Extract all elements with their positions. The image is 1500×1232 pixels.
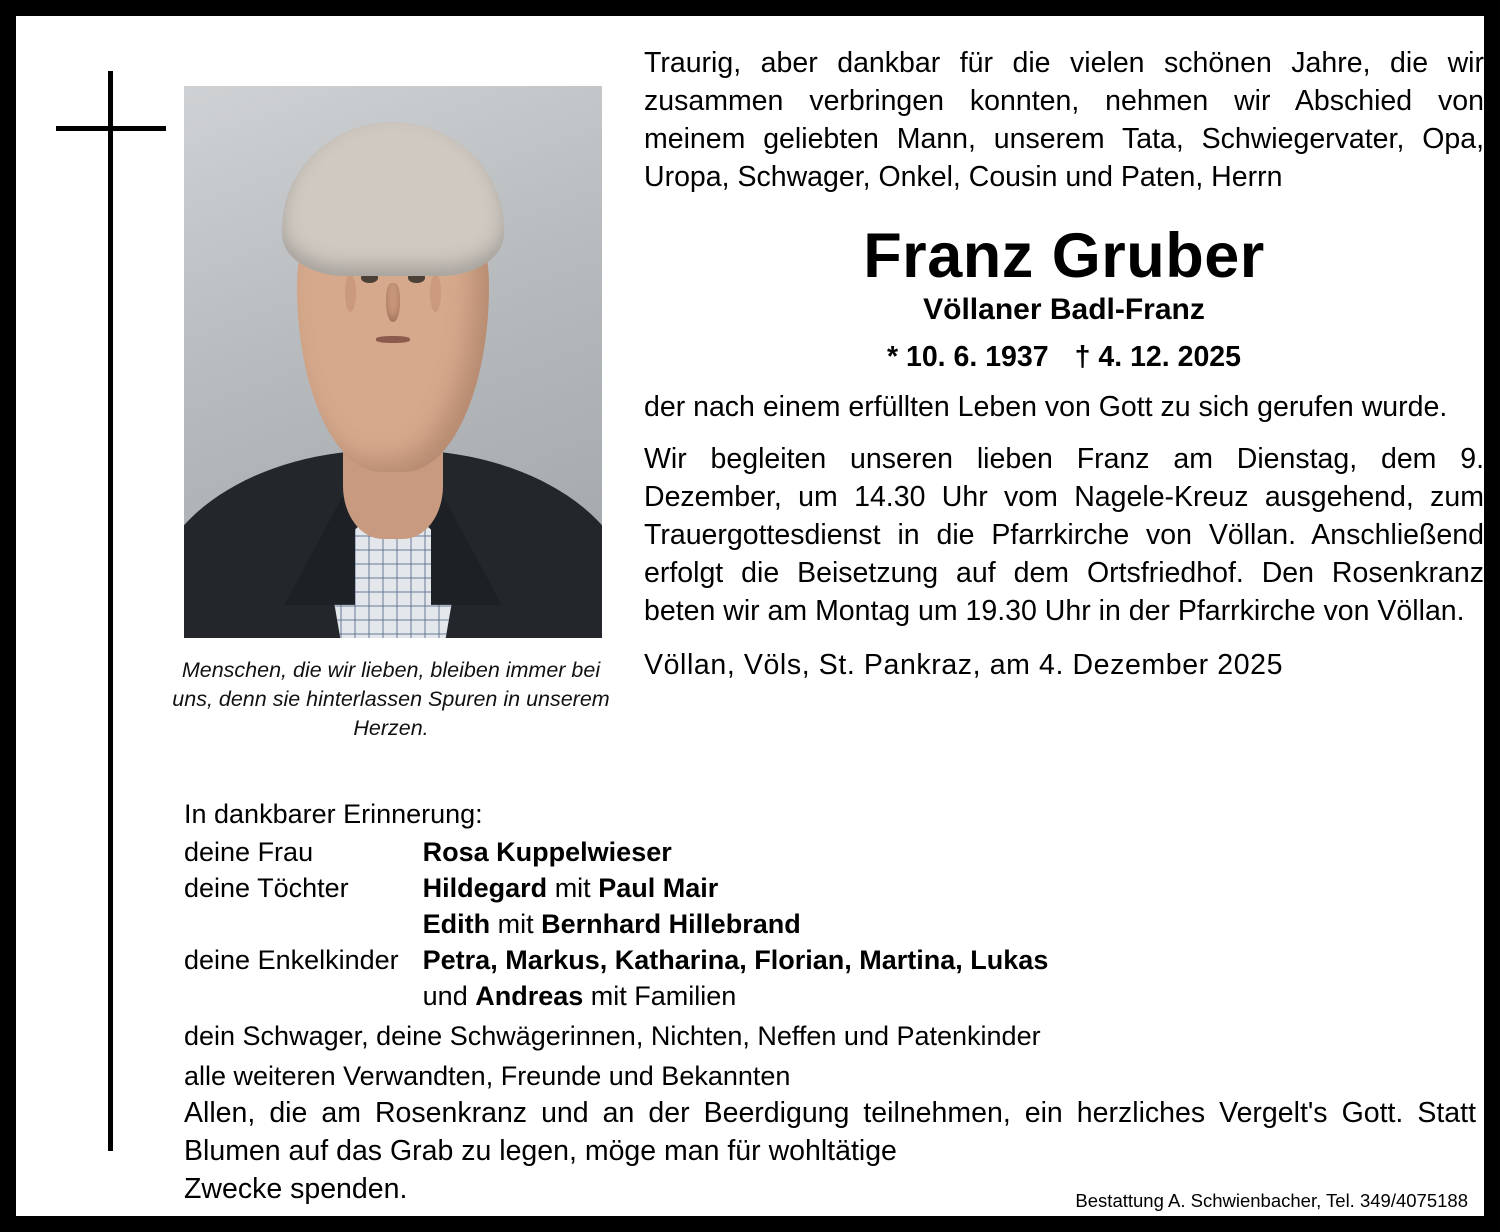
relative-value bbox=[423, 942, 1049, 978]
relative-connector: mit bbox=[547, 873, 599, 903]
cross-icon bbox=[86, 71, 196, 1151]
relative-partner: Bernhard Hillebrand bbox=[541, 909, 801, 939]
relative-value bbox=[423, 870, 1049, 906]
tail-line-2: alle weiteren Verwandten, Freunde und Bekannten bbox=[184, 1061, 791, 1091]
table-row bbox=[184, 906, 1048, 942]
table-row bbox=[184, 870, 1048, 906]
photo-caption: Menschen, die wir lieben, bleiben immer bei uns, denn sie hinterlassen Spuren in unserem Herzen. bbox=[172, 658, 610, 740]
table-row bbox=[184, 834, 1048, 870]
relative-prefix: und bbox=[422, 981, 476, 1011]
relative-connector: mit bbox=[490, 909, 542, 939]
tail-line-1: dein Schwager, deine Schwägerinnen, Nichten, Neffen und Patenkinder bbox=[184, 1021, 1041, 1051]
closing-last-line: Zwecke spenden. bbox=[184, 1173, 408, 1205]
relatives-table bbox=[184, 834, 1048, 1014]
photo-mouth bbox=[376, 336, 411, 343]
relative-name: Petra, Markus, Katharina, Florian, Martina, Lukas bbox=[422, 945, 1049, 975]
relative-label bbox=[184, 978, 423, 1014]
photo-nose bbox=[386, 283, 399, 321]
deceased-name: Franz Gruber bbox=[863, 221, 1265, 291]
relative-value bbox=[423, 906, 1049, 942]
relative-label: deine Töchter bbox=[184, 873, 349, 903]
place-and-date: Völlan, Völs, St. Pankraz, am 4. Dezember 2025 bbox=[644, 649, 1284, 681]
lead-paragraph: Traurig, aber dankbar für die vielen schönen Jahre, die wir zusammen verbringen konnten, nehmen wir Abschied von meinem geliebten Mann, unserem Tata, Schwiegervater, Opa, Uropa, Schwager, Onkel, Cousin und Paten, Herrn bbox=[644, 47, 1484, 193]
birth-date: * 10. 6. 1937 bbox=[886, 341, 1049, 373]
called-paragraph: der nach einem erfüllten Leben von Gott zu sich gerufen wurde. bbox=[644, 391, 1448, 423]
photo-ear-right bbox=[430, 274, 442, 312]
funeral-home-footer: Bestattung A. Schwienbacher, Tel. 349/4075188 bbox=[1075, 1190, 1468, 1211]
relative-name: Edith bbox=[422, 909, 491, 939]
table-row bbox=[184, 978, 1048, 1014]
deceased-nickname: Völlaner Badl-Franz bbox=[923, 293, 1205, 326]
notice-inner bbox=[16, 16, 1484, 1216]
funeral-paragraph: Wir begleiten unseren lieben Franz am Dienstag, dem 9. Dezember, um 14.30 Uhr vom Nagele-Kreuz ausgehend, zum Trauergottesdienst in die Pfarrkirche von Völlan. Anschließend erfolgt die Beisetzung auf dem Ortsfriedhof. Den Rosenkranz beten wir am Montag um 19.30 Uhr in der Pfarrkirche von Völlan. bbox=[644, 443, 1484, 627]
memory-block bbox=[184, 796, 1474, 1094]
relative-partner: Paul Mair bbox=[598, 873, 719, 903]
cross-vertical-bar bbox=[108, 71, 113, 1151]
relative-label: deine Enkelkinder bbox=[184, 945, 399, 975]
notice-text-column bbox=[644, 44, 1484, 684]
relative-name: Rosa Kuppelwieser bbox=[422, 837, 672, 867]
relative-suffix: mit Familien bbox=[583, 981, 737, 1011]
death-date: † 4. 12. 2025 bbox=[1074, 341, 1242, 373]
relative-label bbox=[184, 906, 423, 942]
closing-text: Allen, die am Rosenkranz und an der Beerdigung teilnehmen, ein herzliches Vergelt's Gott. Statt Blumen auf das Grab zu legen, möge man für wohltätige bbox=[184, 1097, 1476, 1167]
memory-title: In dankbarer Erinnerung: bbox=[184, 799, 483, 829]
relative-value bbox=[423, 978, 1049, 1014]
life-dates bbox=[644, 341, 1484, 374]
relative-value bbox=[423, 834, 1049, 870]
cross-horizontal-bar bbox=[56, 126, 166, 131]
portrait-photo-frame bbox=[184, 86, 602, 638]
portrait-photo bbox=[184, 86, 602, 638]
relative-name: Andreas bbox=[475, 981, 584, 1011]
table-row bbox=[184, 942, 1048, 978]
photo-ear-left bbox=[345, 274, 357, 312]
relative-label: deine Frau bbox=[184, 837, 314, 867]
relative-name: Hildegard bbox=[422, 873, 548, 903]
